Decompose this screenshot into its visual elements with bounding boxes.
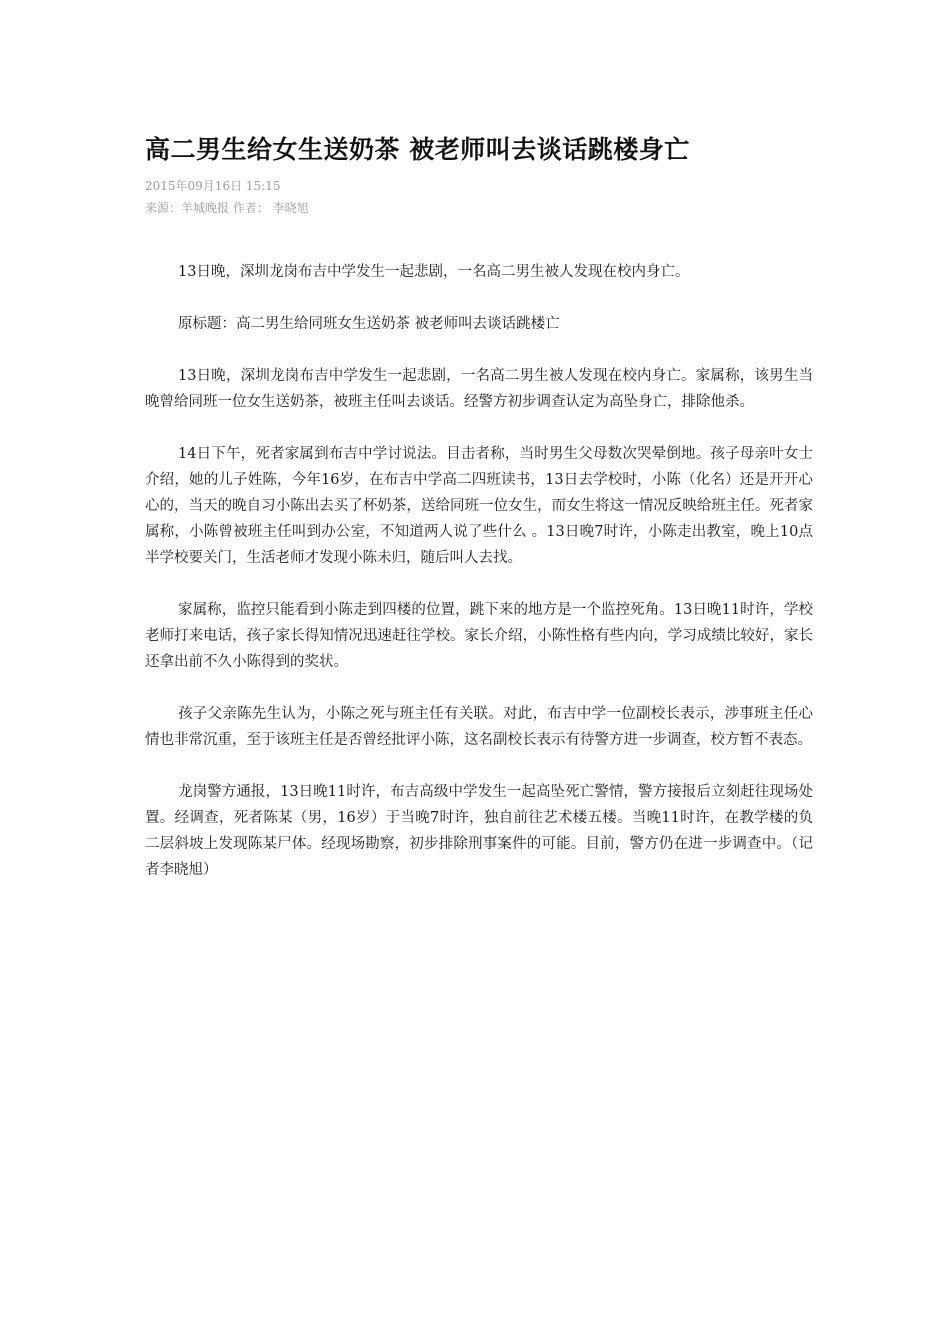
paragraph-5: 家属称，监控只能看到小陈走到四楼的位置，跳下来的地方是一个监控死角。13日晚11时许，学校老师打来电话，孩子家长得知情况迅速赶往学校。家长介绍，小陈性格有些内向，学习成绩比较好，家长还拿出前不久小陈得到的奖状。 [145, 602, 813, 670]
paragraph-4: 14日下午，死者家属到布吉中学讨说法。目击者称，当时男生父母数次哭晕倒地。孩子母亲叶女士介绍，她的儿子姓陈，今年16岁，在布吉中学高二四班读书，13日去学校时，小陈（化名）还是开开心心的，当天的晚自习小陈出去买了杯奶茶，送给同班一位女生，而女生将这一情况反映给班主任。死者家属称，小陈曾被班主任叫到办公室，不知道两人说了些什么 。13日晚7时许，小陈走出教室，晚上10点半学校要关门，生活老师才发现小陈未归，随后叫人去找。 [145, 446, 813, 566]
publish-datetime: 2015年09月16日 15:15 [145, 179, 281, 193]
article-title: 高二男生给女生送奶茶 被老师叫去谈话跳楼身亡 [145, 135, 690, 164]
paragraph-2: 原标题：高二男生给同班女生送奶茶 被老师叫去谈话跳楼亡 [178, 316, 560, 332]
article [145, 128, 813, 909]
article-body [145, 259, 813, 883]
paragraph-1: 13日晚，深圳龙岗布吉中学发生一起悲剧，一名高二男生被人发现在校内身亡。 [178, 264, 690, 280]
paragraph-3: 13日晚，深圳龙岗布吉中学发生一起悲剧，一名高二男生被人发现在校内身亡。家属称，该男生当晚曾给同班一位女生送奶茶，被班主任叫去谈话。经警方初步调查认定为高坠身亡，排除他杀。 [145, 368, 813, 410]
source-author-line: 来源：羊城晚报 作者： 李晓旭 [145, 201, 309, 215]
paragraph-7: 龙岗警方通报，13日晚11时许，布吉高级中学发生一起高坠死亡警情，警方接报后立刻赶往现场处置。经调查，死者陈某（男，16岁）于当晚7时许，独自前往艺术楼五楼。当晚11时许，在教学楼的负二层斜坡上发现陈某尸体。经现场勘察，初步排除刑事案件的可能。目前，警方仍在进一步调查中。（记者李晓旭） [145, 784, 813, 878]
paragraph-6: 孩子父亲陈先生认为，小陈之死与班主任有关联。对此，布吉中学一位副校长表示，涉事班主任心情也非常沉重，至于该班主任是否曾经批评小陈，这名副校长表示有待警方进一步调查，校方暂不表态。 [145, 706, 813, 748]
article-meta [145, 175, 813, 219]
